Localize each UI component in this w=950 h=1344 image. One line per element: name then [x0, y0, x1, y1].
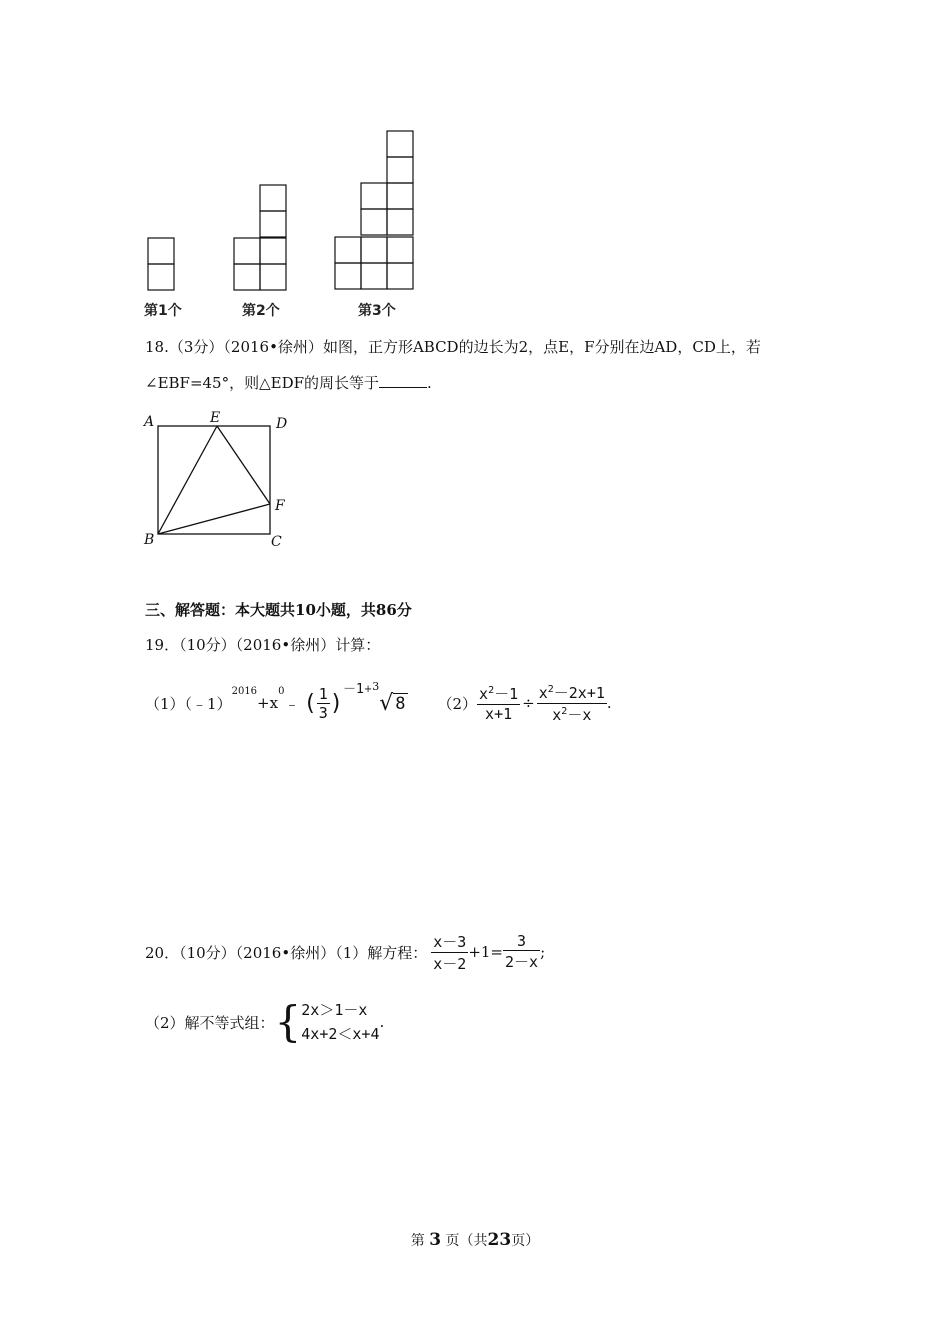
pattern2-square — [260, 211, 286, 237]
label-f: F — [275, 498, 285, 514]
page-footer: 第 3 页（共23页） — [410, 1230, 540, 1250]
q19-part1-neg-one: －1 — [343, 682, 364, 697]
segment-bf — [158, 504, 270, 534]
pattern3-square — [361, 209, 387, 235]
pattern2-square — [260, 264, 286, 290]
square-abcd-figure — [140, 408, 300, 553]
brace-icon: { — [274, 997, 302, 1046]
q18-line2 — [145, 372, 432, 393]
q20-line2 — [145, 996, 384, 1048]
cube-root-icon: √ — [379, 690, 394, 716]
caption-pattern-3: 第3个 — [358, 303, 396, 319]
division-sign: ÷ — [522, 694, 535, 712]
label-c: C — [271, 534, 282, 550]
segment-be — [158, 426, 217, 534]
q18-score: （3分） — [168, 338, 224, 356]
q20-fraction-right: $\frac{3}{2-x}$ — [505, 932, 539, 971]
label-b: B — [144, 532, 155, 548]
q19-part1-label: （1）（﹣1） — [145, 694, 232, 713]
pattern3-square — [387, 237, 413, 263]
q19-part1-minus: ﹣ — [284, 694, 300, 713]
inequality-2: 4x+2＜x+4 — [301, 1025, 380, 1043]
q19-part2-label: （2） — [437, 694, 478, 713]
q18-source: （2016•徐州） — [223, 338, 323, 356]
q20-line1 — [145, 930, 545, 974]
current-page: 3 — [429, 1230, 442, 1250]
pattern2-square — [234, 238, 260, 264]
fraction-numerator: 1 — [318, 684, 328, 703]
q20-fraction-left: $\frac{x-3}{x-2}$ — [433, 932, 467, 973]
pattern3-square — [361, 237, 387, 263]
pattern2-square — [234, 264, 260, 290]
fraction-denominator: 3 — [318, 703, 328, 722]
caption-pattern-1: 第1个 — [144, 303, 182, 319]
q18-text-end: . — [427, 374, 432, 392]
pattern3-square — [387, 183, 413, 209]
pattern3-square — [387, 209, 413, 235]
q19-part2-end: . — [606, 694, 612, 712]
q19-part1-zero: 0 — [278, 686, 285, 697]
q19-fraction-a: $\frac{x^2-1}{x+1}$ — [479, 685, 519, 723]
pattern2-square — [260, 238, 286, 264]
q20-part2-label: （2）解不等式组： — [145, 1013, 275, 1032]
pattern2-square — [260, 185, 286, 211]
pattern3-square — [361, 183, 387, 209]
q19-part1-plus: + — [363, 684, 373, 695]
inequality-1: 2x＞1－x — [301, 1001, 368, 1019]
q18-text-line1: 如图，正方形ABCD的边长为2，点E，F分别在边AD，CD上，若 — [322, 338, 761, 356]
caption-pattern-2: 第2个 — [242, 303, 280, 319]
segment-ef — [217, 426, 270, 504]
q20-ineq-end: . — [379, 1013, 385, 1031]
label-a: A — [144, 414, 155, 430]
squares-pattern-figure — [130, 125, 430, 325]
q18-text-line2: ∠EBF=45°，则△EDF的周长等于 — [145, 374, 380, 392]
q19-part1-exp: 2016 — [231, 686, 258, 697]
q19-fraction-b: $\frac{x^2-2x+1}{x^2-x}$ — [538, 683, 605, 724]
pattern3-square — [387, 131, 413, 157]
q19-fraction-one-third — [317, 685, 330, 722]
q20-eq-plus: +1= — [468, 943, 503, 961]
pattern3-square — [335, 237, 361, 263]
q19-radicand: 8 — [395, 693, 406, 714]
pattern3-square — [361, 263, 387, 289]
q19-expressions: （1）（﹣1） $^{2016}$ +x $^0$ ﹣ ( $\frac{1}{3}$ ) －1 + $^3$ √ 8 （2） $\frac{x^2-1}{x+1}$ ÷ $\frac{x^2-2x+1}{x^2-x}$ . — [145, 680, 612, 724]
q20-eq-end: ; — [540, 943, 546, 961]
q19-header: 19．（10分）（2016•徐州）计算： — [145, 636, 381, 654]
q20-inequality-system — [301, 998, 379, 1046]
q18-line1 — [145, 336, 761, 357]
label-e: E — [210, 410, 221, 426]
q20-header: 20．（10分）（2016•徐州）（1）解方程： — [145, 943, 428, 962]
section3-heading: 三、解答题：本大题共10小题，共86分 — [145, 601, 412, 619]
q18-number: 18. — [145, 338, 169, 356]
q19-part1-plus-x: +x — [257, 694, 279, 712]
label-d: D — [276, 416, 288, 432]
pattern3-square — [387, 263, 413, 289]
pattern1-square — [148, 264, 174, 290]
pattern1-square — [148, 238, 174, 264]
pattern3-square — [335, 263, 361, 289]
answer-blank[interactable] — [379, 373, 427, 388]
total-pages: 23 — [487, 1230, 512, 1250]
q19-root-index: 3 — [372, 680, 380, 693]
pattern3-square — [387, 157, 413, 183]
